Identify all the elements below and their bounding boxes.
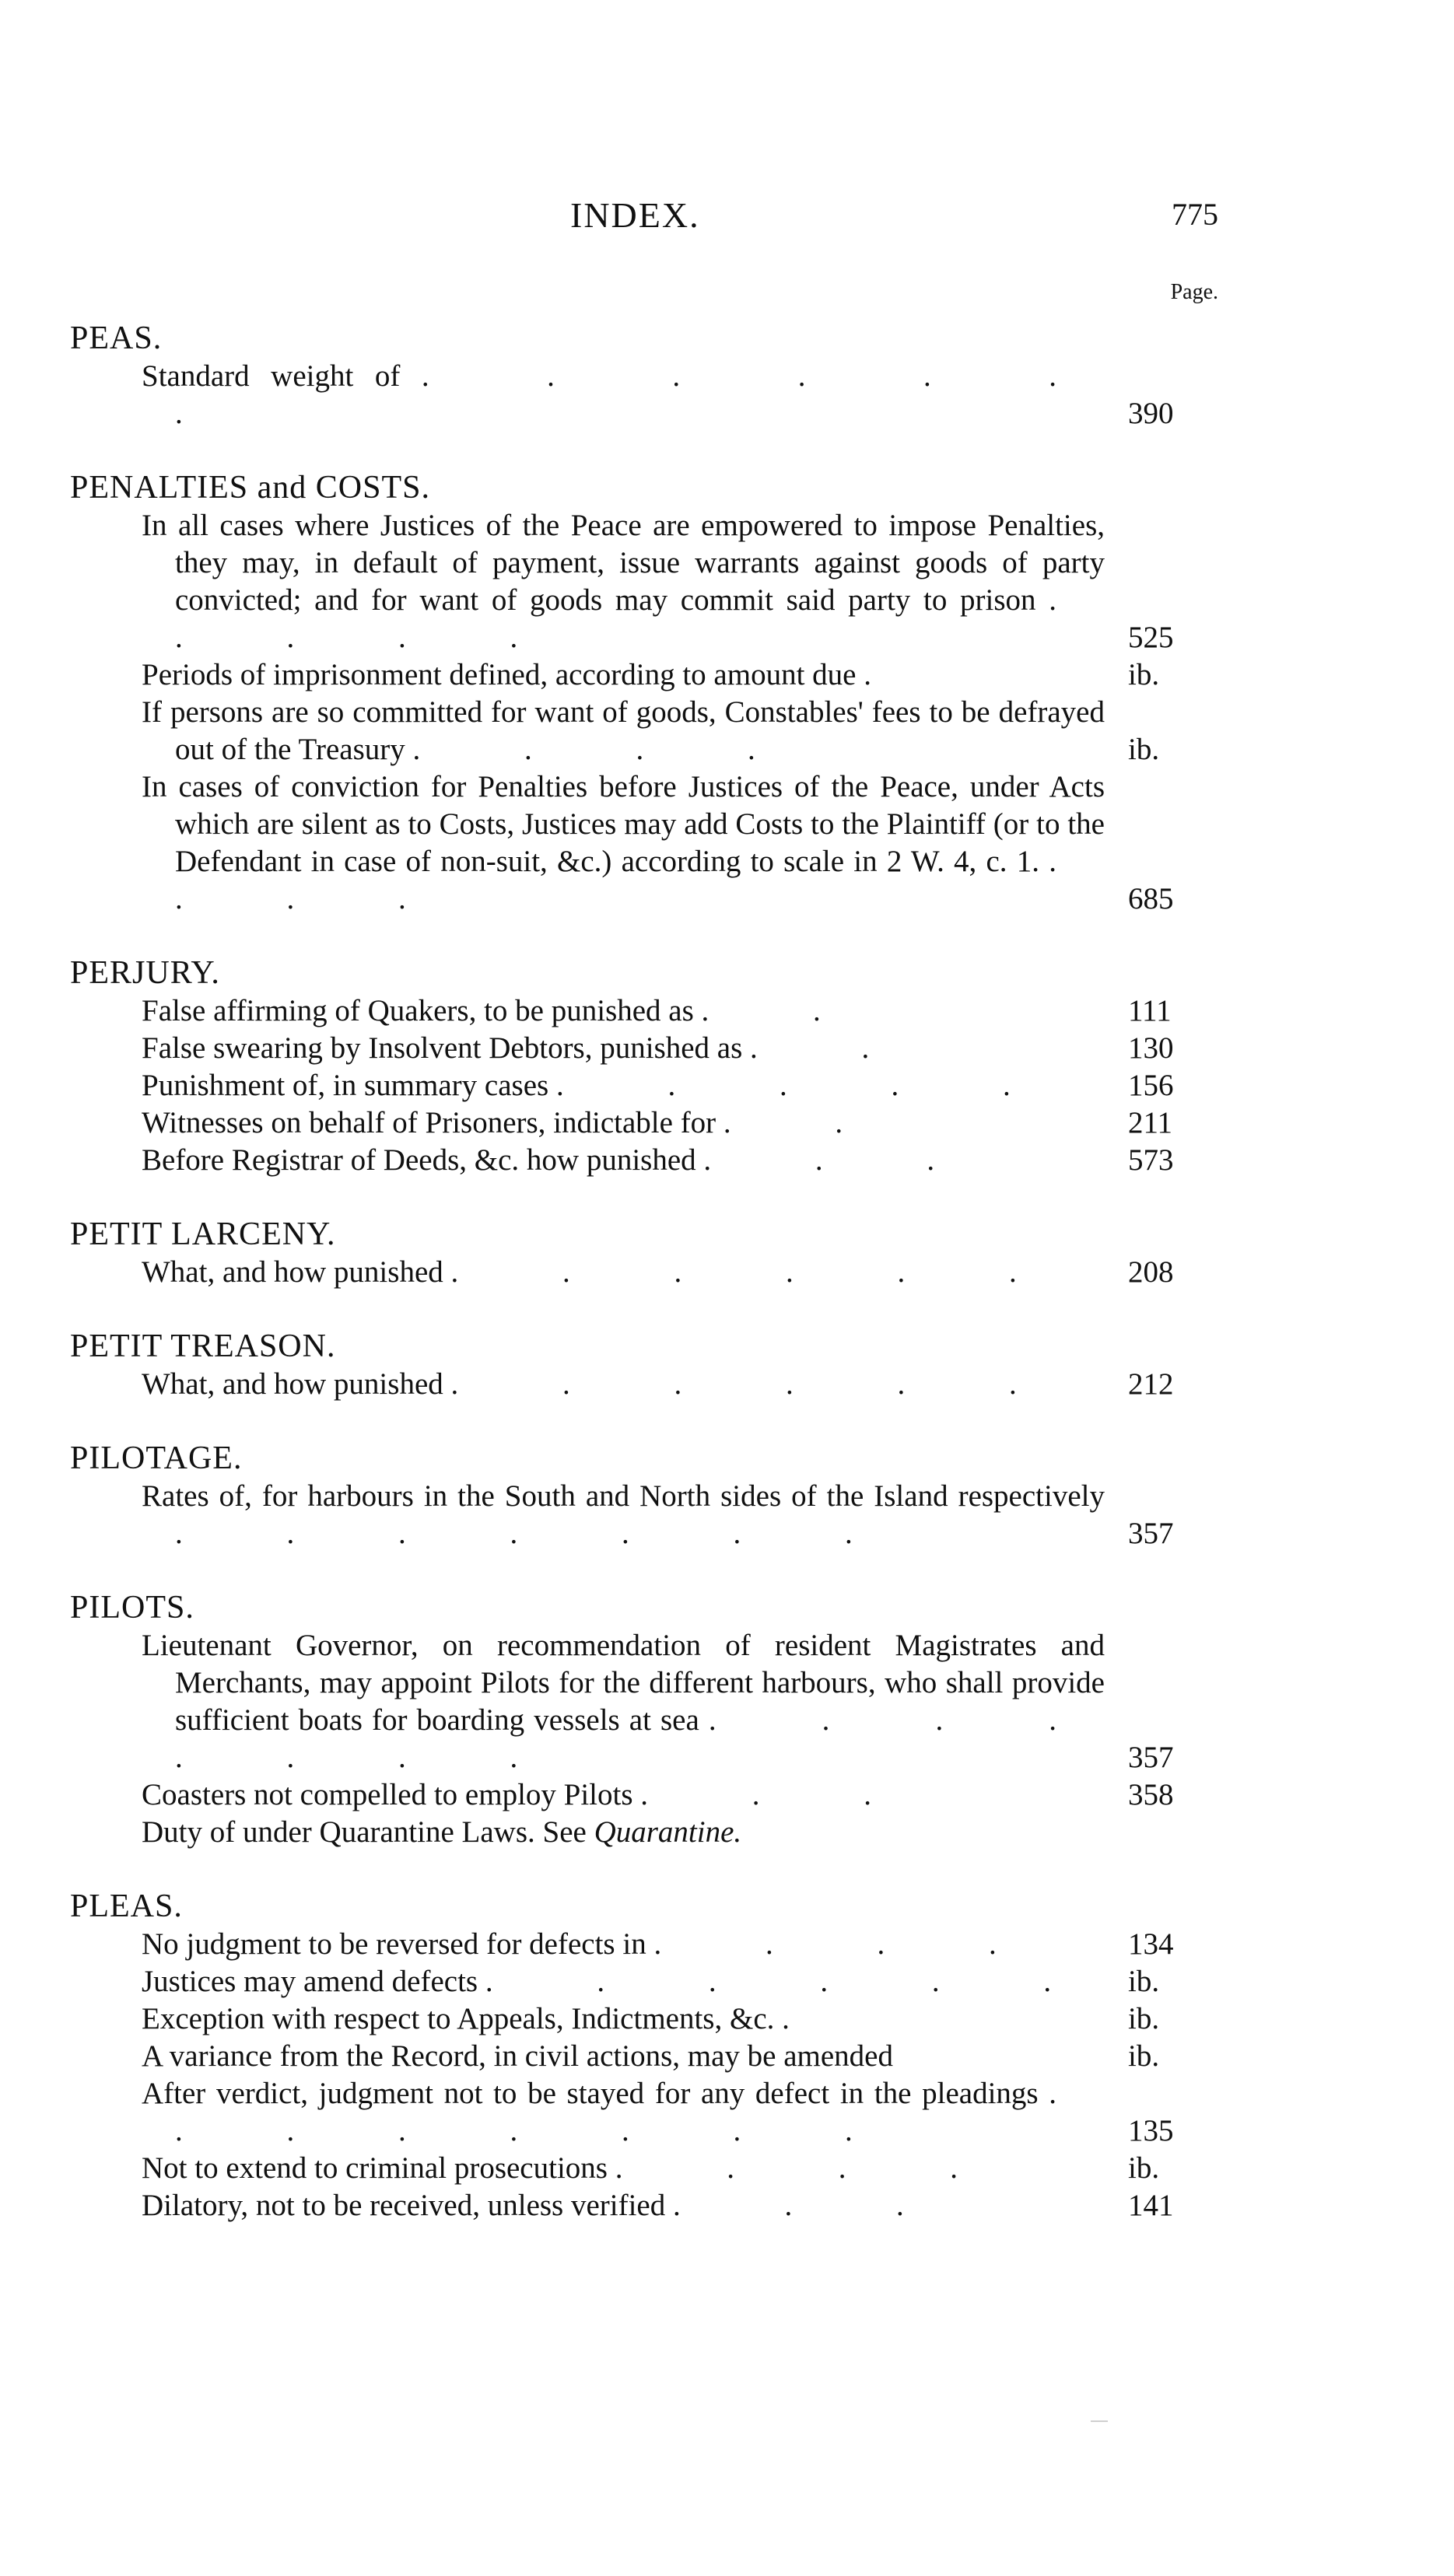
leader-dots: . . . [703, 1143, 983, 1177]
section-heading: PETIT TREASON. [70, 1328, 336, 1364]
index-entry [70, 1478, 1221, 1552]
index-entry [70, 358, 1221, 432]
page-reference: 525 [1128, 621, 1174, 654]
leader-dots: . . . . . . . [175, 359, 1105, 430]
index-entry [70, 1627, 1221, 1776]
page-reference: 357 [1128, 1517, 1174, 1550]
index-content [70, 319, 1221, 2260]
index-entry [70, 1776, 1221, 1814]
page-title: INDEX. [570, 195, 700, 235]
section-heading: PEAS. [70, 320, 163, 356]
entry-text: After verdict, judgment not to be stayed for any defect in the pleadings [142, 2077, 1039, 2110]
page-reference: ib. [1128, 1965, 1160, 1998]
index-entry [70, 1963, 1221, 2000]
page-reference: 156 [1128, 1069, 1174, 1102]
page-reference: ib. [1128, 2151, 1160, 2185]
entry-text: Standard weight of [142, 359, 401, 393]
entry-text: Justices may amend defects [142, 1965, 478, 1998]
entry-text: Not to extend to criminal prosecutions [142, 2151, 608, 2185]
page-reference: 208 [1128, 1255, 1174, 1289]
page-reference: 135 [1128, 2114, 1174, 2147]
section-heading: PERJURY. [70, 955, 220, 991]
section-heading: PENALTIES and COSTS. [70, 470, 430, 506]
leader-dots: . . . . . . [485, 1965, 1100, 1998]
index-section [70, 954, 1221, 1179]
index-section [70, 319, 1221, 432]
page-reference: 141 [1128, 2189, 1174, 2222]
stray-mark [1091, 2420, 1108, 2422]
leader-dots: . . . . . . [450, 1255, 1065, 1289]
index-entry [70, 2075, 1221, 2150]
leader-dots: . . . . [615, 2151, 1006, 2185]
index-entry [70, 2038, 1221, 2075]
leader-dots: . . [701, 994, 869, 1027]
leader-dots: . . . . . . [450, 1367, 1065, 1401]
entry-text: No judgment to be reversed for defects in [142, 1927, 646, 1961]
index-entry [70, 2187, 1221, 2224]
leader-dots: . . [750, 1031, 918, 1065]
leader-dots: . . . . [412, 733, 804, 766]
page-reference: 212 [1128, 1367, 1174, 1401]
entry-text: In all cases where Justices of the Peace are empowered to impose Penalties, they may, in default of payment, issue warrants against goods of party convicted; and for want of goods may commit said party to prison [142, 509, 1105, 617]
entry-text: What, and how punished [142, 1255, 443, 1289]
leader-dots: . . . . . . . . [175, 2077, 1105, 2147]
entry-text: If persons are so committed for want of goods, Constables' fees to be defrayed out of the Treasury [142, 695, 1105, 766]
page-reference: ib. [1128, 658, 1160, 691]
index-entry [70, 992, 1221, 1030]
page-reference: 134 [1128, 1927, 1174, 1961]
page-reference: 111 [1128, 994, 1172, 1027]
leader-dots: . . . [673, 2189, 952, 2222]
page-reference: ib. [1128, 2039, 1160, 2073]
page-reference: 573 [1128, 1143, 1174, 1177]
leader-dots: . . . [640, 1778, 920, 1811]
index-entry [70, 507, 1221, 656]
section-heading: PETIT LARCENY. [70, 1216, 336, 1252]
index-section [70, 1588, 1221, 1851]
running-head [0, 194, 1454, 241]
cross-reference: Quarantine. [594, 1815, 742, 1849]
page-reference: ib. [1128, 733, 1160, 766]
index-entry [70, 1142, 1221, 1179]
page-reference: 211 [1128, 1106, 1173, 1139]
section-heading: PILOTAGE. [70, 1440, 243, 1476]
page-reference: 130 [1128, 1031, 1174, 1065]
section-heading: PILOTS. [70, 1590, 194, 1626]
page-reference: 358 [1128, 1778, 1174, 1811]
index-entry [70, 2150, 1221, 2187]
entry-text: Punishment of, in summary cases [142, 1069, 549, 1102]
leader-dots: . . [723, 1106, 892, 1139]
index-section [70, 1887, 1221, 2224]
entry-text: Dilatory, not to be received, unless verified [142, 2189, 666, 2222]
index-entry [70, 694, 1221, 768]
index-section [70, 1215, 1221, 1291]
entry-text: Duty of under Quarantine Laws. See [142, 1815, 587, 1849]
page-reference: ib. [1128, 2002, 1160, 2035]
section-heading: PLEAS. [70, 1888, 183, 1924]
page-column-label: Page. [1170, 280, 1218, 304]
entry-text: Before Registrar of Deeds, &c. how punished [142, 1143, 696, 1177]
index-entry [70, 1926, 1221, 1963]
index-entry [70, 1067, 1221, 1104]
index-entry [70, 1254, 1221, 1291]
entry-text: In cases of conviction for Penalties before Justices of the Peace, under Acts which are silent as to Costs, Justices may add Costs to the Plaintiff (or to the Defendant in case of non-suit, &c.) according to scale in 2 W. 4, c. 1. [142, 770, 1105, 878]
leader-dots: . . . . . [555, 1069, 1059, 1102]
leader-dots: . . . . . [175, 583, 1105, 654]
leader-dots: . . . . [653, 1927, 1045, 1961]
page-reference: 357 [1128, 1741, 1174, 1774]
entry-text: A variance from the Record, in civil actions, may be amended [142, 2039, 893, 2073]
index-entry [70, 1104, 1221, 1142]
leader-dots: . . . . . . . [175, 1517, 901, 1550]
index-entry [70, 1030, 1221, 1067]
leader-dots: . . . . [175, 845, 1105, 915]
index-entry [70, 768, 1221, 918]
entry-text: Rates of, for harbours in the South and North sides of the Island respectively [142, 1479, 1105, 1513]
entry-text: Lieutenant Governor, on recommendation of resident Magistrates and Merchants, may appoint Pilots for the different harbours, who shall provide sufficient boats for boarding vessels at sea [142, 1629, 1105, 1737]
entry-text: Periods of imprisonment defined, according to amount due [142, 658, 857, 691]
entry-text: What, and how punished [142, 1367, 443, 1401]
entry-text: Coasters not compelled to employ Pilots [142, 1778, 633, 1811]
entry-text: False affirming of Quakers, to be punished as [142, 994, 694, 1027]
leader-dots: . [864, 658, 920, 691]
entry-text: Witnesses on behalf of Prisoners, indictable for [142, 1106, 716, 1139]
index-section [70, 468, 1221, 918]
index-section [70, 1439, 1221, 1552]
page-number: 775 [1172, 197, 1218, 232]
index-entry [70, 1366, 1221, 1403]
index-entry [70, 1814, 1221, 1851]
page-reference: 390 [1128, 397, 1174, 430]
page-reference: 685 [1128, 882, 1174, 915]
index-entry [70, 656, 1221, 694]
leader-dots: . . . . . . . . [175, 1703, 1105, 1774]
index-entry [70, 2000, 1221, 2038]
leader-dots: . [782, 2002, 838, 2035]
index-section [70, 1327, 1221, 1403]
entry-text: Exception with respect to Appeals, Indictments, &c. [142, 2002, 775, 2035]
entry-text: False swearing by Insolvent Debtors, punished as [142, 1031, 743, 1065]
